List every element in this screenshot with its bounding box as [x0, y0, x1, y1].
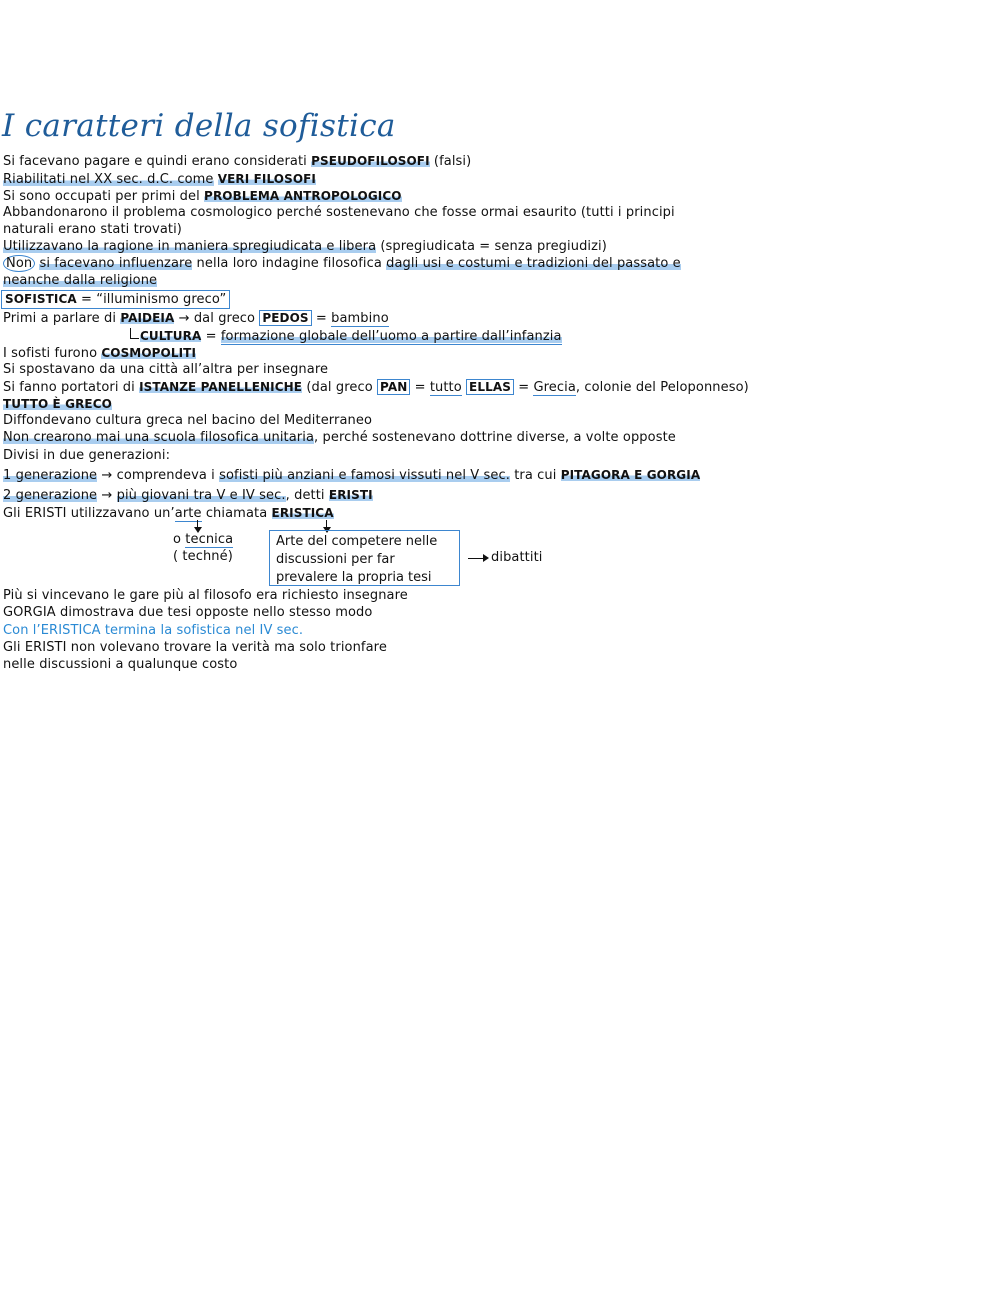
- underlined-word: tecnica: [185, 532, 234, 547]
- text: nella loro indagine filosofica: [196, 256, 382, 271]
- highlighted-text: più giovani tra V e IV sec.: [116, 488, 286, 503]
- note-line: [3, 171, 316, 188]
- text: chiamata: [205, 506, 268, 521]
- box-line: discussioni per far: [276, 552, 395, 567]
- text: Gli ERISTI utilizzavano un’: [3, 506, 175, 521]
- highlighted-text: dagli usi e costumi e tradizioni del passato e: [386, 256, 681, 271]
- note-line: [3, 188, 402, 205]
- elbow-arrow-icon: [130, 328, 139, 339]
- note-line: [3, 256, 681, 272]
- text: (falsi): [433, 154, 472, 169]
- note-line: [140, 328, 562, 345]
- text: , detti: [285, 488, 325, 503]
- note-line: Diffondevano cultura greca nel bacino del Mediterraneo: [3, 413, 373, 428]
- underlined-word: arte: [174, 506, 202, 521]
- keyword: TUTTO È GRECO: [3, 397, 112, 411]
- underlined-word: Grecia: [533, 380, 576, 395]
- highlighted-text: 1 generazione: [3, 468, 98, 483]
- underlined-word: bambino: [331, 311, 389, 326]
- text: =: [414, 380, 426, 395]
- note-line: GORGIA dimostrava due tesi opposte nello stesso modo: [3, 605, 373, 620]
- note-line: [3, 379, 749, 396]
- keyword: SOFISTICA: [5, 292, 77, 306]
- highlighted-text: Utilizzavano la ragione in maniera spregiudicata e libera: [3, 239, 377, 254]
- boxed-definition: [1, 290, 230, 309]
- note-line: [3, 153, 471, 170]
- text: =: [518, 380, 530, 395]
- text: =: [315, 311, 327, 326]
- keyword: COSMOPOLITI: [101, 346, 197, 360]
- circled-word: Non: [3, 255, 35, 272]
- note-line: [3, 467, 700, 484]
- note-line: [3, 487, 373, 504]
- note-line-blue: Con l’ERISTICA termina la sofistica nel IV sec.: [3, 623, 304, 638]
- keyword: PSEUDOFILOSOFI: [311, 154, 430, 168]
- text: Primi a parlare di: [3, 311, 117, 326]
- down-arrow-icon: [326, 520, 327, 528]
- page-title: I caratteri della sofistica: [2, 108, 396, 144]
- text: tra cui: [514, 468, 557, 483]
- text: o: [173, 532, 182, 547]
- boxed-word: PEDOS: [259, 310, 311, 326]
- highlighted-text: si facevano influenzare: [39, 256, 193, 271]
- box-line: prevalere la propria tesi: [276, 570, 432, 585]
- highlighted-text: 2 generazione: [3, 488, 98, 503]
- note-line: [3, 505, 334, 522]
- underlined-text: formazione globale dell’uomo a partire dall’infanzia: [220, 329, 562, 344]
- text: I sofisti furono: [3, 346, 98, 361]
- underlined-word: tutto: [429, 380, 462, 395]
- text: Si fanno portatori di: [3, 380, 135, 395]
- note-line: Divisi in due generazioni:: [3, 448, 171, 463]
- box-line: Arte del competere nelle: [276, 534, 438, 549]
- text: = “illuminismo greco”: [81, 292, 227, 307]
- note-line: [3, 310, 389, 327]
- keyword: VERI FILOSOFI: [217, 172, 316, 186]
- boxed-word: PAN: [377, 379, 410, 395]
- highlighted-text: Riabilitati nel XX sec. d.C. come: [3, 172, 214, 187]
- keyword: ERISTICA: [271, 506, 334, 520]
- note-line: ( techné): [173, 549, 233, 564]
- text: →: [101, 488, 113, 503]
- note-line: Abbandonarono il problema cosmologico perché sostenevano che fosse ormai esaurito (tutti i principi: [3, 205, 675, 220]
- note-line: [3, 345, 196, 362]
- note-line: [3, 273, 157, 289]
- highlighted-text: Non crearono mai una scuola filosofica unitaria: [3, 430, 315, 445]
- note-line: [3, 396, 112, 413]
- text: Si sono occupati per primi del: [3, 189, 200, 204]
- note-line: nelle discussioni a qualunque costo: [3, 657, 238, 672]
- note-line: [3, 430, 676, 446]
- text: → comprendeva i: [101, 468, 215, 483]
- text: , perché sostenevano dottrine diverse, a volte opposte: [314, 430, 676, 445]
- text: (spregiudicata = senza pregiudizi): [380, 239, 607, 254]
- text: , colonie del Peloponneso): [575, 380, 749, 395]
- text: =: [205, 329, 217, 344]
- note-line: [3, 239, 607, 255]
- note-line: naturali erano stati trovati): [3, 222, 182, 237]
- arrow-label: dibattiti: [491, 550, 543, 565]
- note-line: Più si vincevano le gare più al filosofo era richiesto insegnare: [3, 588, 408, 603]
- right-arrow-icon: [468, 558, 484, 559]
- note-line: Si spostavano da una città all’altra per insegnare: [3, 362, 329, 377]
- keyword: PAIDEIA: [120, 311, 175, 325]
- down-arrow-icon: [197, 520, 198, 528]
- keyword: PROBLEMA ANTROPOLOGICO: [204, 189, 402, 203]
- note-line: Gli ERISTI non volevano trovare la verità ma solo trionfare: [3, 640, 387, 655]
- text: (dal greco: [306, 380, 373, 395]
- keyword: ISTANZE PANELLENICHE: [139, 380, 303, 394]
- definition-box: [269, 530, 460, 586]
- boxed-word: ELLAS: [466, 379, 514, 395]
- highlighted-text: sofisti più anziani e famosi vissuti nel V sec.: [219, 468, 510, 483]
- keyword: ERISTI: [328, 488, 373, 502]
- keyword: PITAGORA E GORGIA: [560, 468, 701, 482]
- keyword: CULTURA: [140, 329, 202, 343]
- text: Si facevano pagare e quindi erano considerati: [3, 154, 307, 169]
- note-line: [173, 532, 233, 548]
- highlighted-text: neanche dalla religione: [3, 273, 158, 288]
- text: → dal greco: [178, 311, 256, 326]
